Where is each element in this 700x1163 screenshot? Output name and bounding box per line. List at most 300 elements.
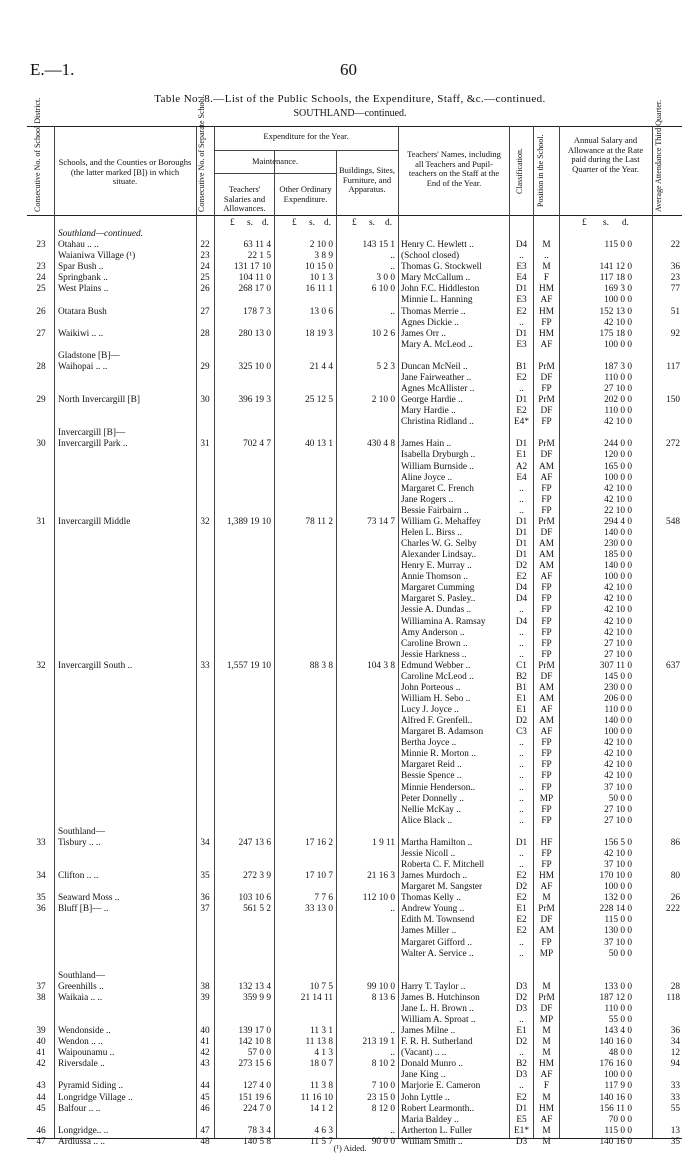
buildings-expenditure: 10 2 6 [371, 328, 395, 339]
other-expenditure: 40 13 1 [305, 439, 333, 450]
average-attendance: 13 [670, 1125, 680, 1136]
average-attendance: 12 [670, 1048, 680, 1059]
other-expenditure: 88 3 8 [309, 660, 333, 671]
annual-salary: 152 13 0 [599, 306, 632, 317]
teacher-name: Duncan McNeil .. [401, 361, 468, 372]
position: FP [541, 317, 552, 328]
position: HM [539, 871, 554, 882]
classification: D3 [515, 1136, 528, 1147]
teacher-name: William Burnside .. [401, 461, 474, 472]
buildings-expenditure: 143 15 1 [362, 240, 395, 251]
classification: E4 [516, 472, 527, 483]
position: DF [540, 450, 553, 461]
position: M [542, 1125, 551, 1136]
position: AF [540, 1114, 553, 1125]
classification: E1 [516, 904, 527, 915]
annual-salary: 42 10 0 [604, 749, 632, 760]
top-rule [27, 126, 682, 127]
position: AM [539, 926, 554, 937]
footnote: (¹) Aided. [333, 1143, 367, 1153]
annual-salary: 175 18 0 [599, 328, 632, 339]
classification: .. [519, 494, 524, 505]
unit-shillings: s. [603, 218, 609, 228]
position: F [543, 1081, 550, 1092]
position: FP [541, 782, 552, 793]
position: FP [541, 384, 552, 394]
teacher-name: Bessie Fairbairn .. [401, 505, 469, 516]
buildings-expenditure: .. [390, 251, 395, 262]
average-attendance: 92 [670, 328, 680, 339]
other-expenditure: 11 3 8 [310, 1081, 333, 1092]
annual-salary: 115 0 0 [604, 1125, 632, 1136]
annual-salary: 50 0 0 [608, 793, 632, 804]
classification: D4 [515, 616, 528, 627]
classification: D3 [515, 981, 528, 992]
teacher-name: Caroline Brown .. [401, 638, 468, 649]
teacher-name: Robert Learmonth.. [401, 1103, 475, 1114]
buildings-expenditure: 99 10 0 [367, 981, 395, 992]
other-expenditure: 10 7 5 [309, 981, 333, 992]
school-number: 25 [200, 273, 210, 284]
teacher-name: Caroline McLeod .. [401, 671, 474, 682]
other-expenditure: 13 0 6 [309, 306, 333, 317]
teacher-name: Nellie McKay .. [401, 804, 461, 815]
annual-salary: 165 0 0 [604, 461, 632, 472]
col-head-position: Position in the School. [536, 134, 545, 208]
annual-salary: 140 0 0 [604, 716, 632, 727]
district-number: 23 [36, 240, 46, 251]
average-attendance: 55 [670, 1103, 680, 1114]
teacher-name: Thomas Kelly .. [401, 893, 461, 904]
col-head-maintenance: Maintenance. [251, 156, 299, 166]
classification: A2 [515, 461, 528, 472]
annual-salary: 42 10 0 [604, 627, 632, 638]
position: AF [540, 1070, 553, 1081]
position: M [542, 1026, 551, 1036]
position: HF [540, 837, 553, 848]
teachers-salaries: 280 13 0 [238, 328, 271, 339]
school-name: Longridge Village .. [58, 1092, 133, 1103]
position: DF [540, 527, 553, 538]
annual-salary: 22 10 0 [604, 505, 632, 516]
annual-salary: 42 10 0 [604, 605, 632, 616]
teacher-name: James Orr .. [401, 328, 446, 339]
header-sub-rule [214, 173, 336, 174]
average-attendance: 22 [670, 240, 680, 251]
teachers-salaries: 178 7 3 [243, 306, 271, 317]
bottom-rule [27, 1138, 682, 1139]
average-attendance: 28 [670, 981, 680, 992]
classification: .. [519, 251, 524, 262]
teacher-name: Maria Baldey .. [401, 1114, 459, 1125]
other-expenditure: 11 3 1 [310, 1026, 333, 1036]
col-head-expenditure: Expenditure for the Year. [263, 131, 349, 141]
annual-salary: 42 10 0 [604, 848, 632, 859]
classification: D2 [515, 1037, 528, 1048]
position: FP [541, 749, 552, 760]
other-expenditure: 4 6 3 [314, 1125, 333, 1136]
position: HM [539, 284, 554, 295]
teacher-name: Henry E. Murray .. [401, 561, 472, 572]
classification: .. [519, 1015, 524, 1025]
classification: .. [519, 760, 524, 771]
school-name: Waikiwi .. .. [58, 328, 104, 339]
position: AF [540, 472, 553, 483]
teachers-salaries: 139 17 0 [238, 1026, 271, 1036]
school-number: 45 [200, 1092, 210, 1103]
district-number: 47 [36, 1136, 46, 1147]
district-number: 35 [36, 893, 46, 904]
annual-salary: 100 0 0 [604, 882, 632, 893]
teacher-name: George Hardie .. [401, 395, 463, 406]
district-number: 27 [36, 328, 46, 339]
classification: D1 [515, 284, 528, 295]
school-name: Invercargill Park .. [58, 439, 128, 450]
teacher-name: James Miller .. [401, 926, 457, 937]
buildings-expenditure: 8 13 6 [371, 992, 395, 1003]
teachers-salaries: 224 7 0 [243, 1103, 271, 1114]
teachers-salaries: 142 10 8 [238, 1037, 271, 1048]
school-number: 33 [200, 660, 210, 671]
classification: E1 [516, 705, 527, 715]
position: FP [541, 771, 552, 782]
annual-salary: 100 0 0 [604, 572, 632, 583]
teacher-name: Jane L. H. Brown .. [401, 1003, 474, 1014]
teacher-name: Annie Thomson .. [401, 572, 468, 583]
teacher-name: James Hain .. [401, 439, 452, 450]
annual-salary: 42 10 0 [604, 417, 632, 428]
teachers-salaries: 273 15 6 [238, 1059, 271, 1070]
classification: E1 [516, 693, 527, 704]
school-number: 38 [200, 981, 210, 992]
average-attendance: 94 [670, 1059, 680, 1070]
annual-salary: 27 10 0 [604, 638, 632, 649]
school-name: Waikaia .. .. [58, 992, 103, 1003]
position: FP [541, 848, 552, 859]
annual-salary: 42 10 0 [604, 594, 632, 605]
annual-salary: 110 0 0 [604, 406, 632, 417]
teacher-name: Aline Joyce .. [401, 472, 453, 483]
other-expenditure: 11 16 10 [300, 1092, 333, 1103]
annual-salary: 156 5 0 [604, 837, 632, 848]
average-attendance: 548 [666, 516, 680, 527]
school-name: Southland—continued. [58, 229, 143, 239]
school-name: Clifton .. .. [58, 871, 99, 882]
classification: E4* [514, 417, 529, 428]
position: MP [539, 793, 554, 804]
annual-salary: 42 10 0 [604, 760, 632, 771]
annual-salary: 115 0 0 [604, 240, 632, 251]
district-number: 32 [36, 660, 46, 671]
position: MP [539, 1015, 554, 1025]
teacher-name: Charles W. G. Selby [401, 539, 477, 549]
average-attendance: 80 [670, 871, 680, 882]
teacher-name: Thomas Merrie .. [401, 306, 466, 317]
other-expenditure: 33 13 0 [305, 904, 333, 915]
teacher-name: Walter A. Service .. [401, 948, 474, 959]
buildings-expenditure: 104 3 8 [367, 660, 395, 671]
other-expenditure: 17 10 7 [305, 871, 333, 882]
buildings-expenditure: 2 10 0 [371, 395, 395, 406]
teacher-name: Margaret S. Pasley.. [401, 594, 476, 605]
classification: .. [519, 1081, 524, 1092]
teacher-name: John Porteous .. [401, 682, 461, 693]
average-attendance: 86 [670, 837, 680, 848]
classification: E2 [516, 1092, 527, 1103]
annual-salary: 187 3 0 [604, 361, 632, 372]
school-name: Otatara Bush [58, 306, 107, 317]
buildings-expenditure: .. [390, 1026, 395, 1036]
position: MP [539, 948, 554, 959]
teacher-name: Harry T. Taylor .. [401, 981, 466, 992]
other-expenditure: 3 8 9 [314, 251, 333, 262]
district-number: 26 [36, 306, 46, 317]
teacher-name: William Smith .. [401, 1136, 463, 1147]
position: AF [540, 339, 553, 350]
unit-pence: d. [262, 218, 269, 228]
school-name: Balfour .. .. [58, 1103, 101, 1114]
average-attendance: 117 [666, 361, 680, 372]
school-number: 34 [200, 837, 210, 848]
classification: E1 [516, 1026, 527, 1036]
classification: .. [519, 848, 524, 859]
teacher-name: Isabella Dryburgh .. [401, 450, 476, 461]
classification: B2 [516, 671, 527, 682]
school-name: Springbank .. [58, 273, 108, 284]
position: AF [540, 705, 553, 715]
annual-salary: 42 10 0 [604, 494, 632, 505]
teachers-salaries: 131 17 10 [233, 262, 271, 273]
classification: B1 [516, 361, 527, 372]
classification: D1 [515, 395, 528, 406]
buildings-expenditure: 5 2 3 [376, 361, 395, 372]
annual-salary: 37 10 0 [604, 782, 632, 793]
teacher-name: Margaret C. French [401, 483, 474, 494]
teacher-name: Lucy J. Joyce .. [401, 705, 459, 715]
position: FP [541, 649, 552, 660]
position: PrM [538, 361, 555, 372]
other-expenditure: 21 14 11 [300, 992, 333, 1003]
teacher-name: Artherton L. Fuller [401, 1125, 473, 1136]
classification: E3 [516, 339, 527, 350]
classification: .. [519, 937, 524, 948]
teachers-salaries: 151 19 6 [238, 1092, 271, 1103]
other-expenditure: 78 11 2 [305, 516, 333, 527]
teacher-name: Margaret Gifford .. [401, 937, 472, 948]
teacher-name: Jessie Harkness .. [401, 649, 467, 660]
teacher-name: John Lyttle .. [401, 1092, 450, 1103]
position: FP [541, 594, 552, 605]
district-number: 25 [36, 284, 46, 295]
position: AF [540, 295, 553, 306]
school-name: Waianiwa Village (¹) [58, 251, 136, 262]
annual-salary: 294 4 0 [604, 516, 632, 527]
school-name: Spar Bush .. [58, 262, 104, 273]
classification: .. [519, 605, 524, 616]
annual-salary: 42 10 0 [604, 483, 632, 494]
average-attendance: 51 [670, 306, 680, 317]
unit-pence: d. [324, 218, 331, 228]
position: AF [540, 572, 553, 583]
school-name: Ardlussa .. .. [58, 1136, 105, 1147]
district-number: 28 [36, 361, 46, 372]
annual-salary: 140 16 0 [599, 1037, 632, 1048]
school-number: 37 [200, 904, 210, 915]
annual-salary: 206 0 0 [604, 693, 632, 704]
page-ref: E.—1. [30, 60, 75, 79]
position: HM [539, 1103, 554, 1114]
teacher-name: Margaret Reid .. [401, 760, 462, 771]
position: AM [539, 682, 554, 693]
annual-salary: 140 16 0 [599, 1136, 632, 1147]
position: FP [541, 804, 552, 815]
district-number: 23 [36, 262, 46, 273]
classification: E2 [516, 871, 527, 882]
position: FP [541, 417, 552, 428]
teacher-name: Alfred F. Grenfell.. [401, 716, 473, 727]
col-divider [54, 126, 55, 1138]
teacher-name: Margaret M. Sangster [401, 882, 483, 893]
average-attendance: 35 [670, 1136, 680, 1147]
position: FP [541, 483, 552, 494]
school-number: 36 [200, 893, 210, 904]
annual-salary: 143 4 0 [604, 1026, 632, 1036]
classification: E1* [514, 1125, 529, 1136]
position: AF [540, 882, 553, 893]
position: M [542, 240, 551, 251]
classification: .. [519, 738, 524, 749]
school-number: 44 [200, 1081, 210, 1092]
annual-salary: 141 12 0 [599, 262, 632, 273]
school-name: Wendon .. .. [58, 1037, 103, 1048]
classification: E2 [516, 915, 527, 926]
col-head-teachers-names: Teachers' Names, including all Teachers and Pupil-teachers on the Staff at the End of the Year. [407, 149, 501, 188]
teachers-salaries: 359 9 9 [243, 992, 271, 1003]
classification: E4 [516, 273, 527, 284]
classification: E2 [516, 306, 527, 317]
other-expenditure: 17 16 2 [305, 837, 333, 848]
annual-salary: 110 0 0 [604, 1003, 632, 1014]
other-expenditure: 4 1 3 [314, 1048, 333, 1059]
classification: D1 [515, 527, 528, 538]
annual-salary: 140 16 0 [599, 1092, 632, 1103]
col-head-attendance: Average Attendance Third Quarter. [654, 99, 663, 212]
district-number: 30 [36, 439, 46, 450]
unit-pence: d. [385, 218, 392, 228]
buildings-expenditure: .. [390, 1048, 395, 1059]
other-expenditure: 16 11 1 [305, 284, 333, 295]
other-expenditure: 10 15 0 [305, 262, 333, 273]
position: AM [539, 693, 554, 704]
classification: C3 [516, 727, 527, 738]
classification: .. [519, 815, 524, 826]
district-number: 39 [36, 1026, 46, 1036]
average-attendance: 36 [670, 1026, 680, 1036]
school-name: Wendonside .. [58, 1026, 111, 1036]
position: DF [540, 372, 553, 383]
classification: .. [519, 649, 524, 660]
annual-salary: 140 0 0 [604, 561, 632, 572]
teacher-name: Williamina A. Ramsay [401, 616, 486, 627]
school-number: 35 [200, 871, 210, 882]
classification: D1 [515, 328, 528, 339]
teacher-name: Marjorie E. Cameron [401, 1081, 481, 1092]
unit-pounds: £ [230, 218, 235, 228]
annual-salary: 170 10 0 [599, 871, 632, 882]
school-name: Invercargill [B]— [58, 428, 126, 439]
classification: .. [519, 860, 524, 870]
position: FP [541, 494, 552, 505]
school-name: Invercargill Middle [58, 516, 131, 527]
col-head-district-no: Consecutive No. of School District. [33, 97, 42, 212]
buildings-expenditure: 6 10 0 [371, 284, 395, 295]
classification: D1 [515, 539, 528, 549]
unit-pounds: £ [292, 218, 297, 228]
district-number: 44 [36, 1092, 46, 1103]
table-subtitle: SOUTHLAND—continued. [293, 108, 407, 119]
classification: .. [519, 804, 524, 815]
annual-salary: 42 10 0 [604, 771, 632, 782]
district-number: 46 [36, 1125, 46, 1136]
annual-salary: 187 12 0 [599, 992, 632, 1003]
header-sub-rule [214, 150, 398, 151]
teachers-salaries: 127 4 0 [243, 1081, 271, 1092]
position: FP [541, 505, 552, 516]
annual-salary: 132 0 0 [604, 893, 632, 904]
position: FP [541, 638, 552, 649]
buildings-expenditure: .. [390, 904, 395, 915]
annual-salary: 37 10 0 [604, 860, 632, 870]
teacher-name: Jane Fairweather .. [401, 372, 472, 383]
school-number: 27 [200, 306, 210, 317]
annual-salary: 230 0 0 [604, 539, 632, 549]
classification: B1 [516, 682, 527, 693]
classification: .. [519, 771, 524, 782]
school-name: Southland— [58, 970, 106, 981]
teachers-salaries: 132 13 4 [238, 981, 271, 992]
position: DF [540, 915, 553, 926]
school-number: 24 [200, 262, 210, 273]
school-name: Otahau .. .. [58, 240, 99, 251]
annual-salary: 133 0 0 [604, 981, 632, 992]
school-number: 29 [200, 361, 210, 372]
buildings-expenditure: 3 0 0 [376, 273, 395, 284]
district-number: 31 [36, 516, 46, 527]
teacher-name: Edmund Webber .. [401, 660, 471, 671]
teacher-name: Thomas G. Stockwell [401, 262, 482, 273]
position: M [542, 262, 551, 273]
teachers-salaries: 1,389 19 10 [226, 516, 271, 527]
average-attendance: 222 [666, 904, 680, 915]
annual-salary: 100 0 0 [604, 1070, 632, 1081]
school-number: 42 [200, 1048, 210, 1059]
school-name: North Invercargill [B] [58, 395, 140, 406]
annual-salary: 42 10 0 [604, 317, 632, 328]
other-expenditure: 10 1 3 [309, 273, 333, 284]
school-number: 23 [200, 251, 210, 262]
classification: E2 [516, 893, 527, 904]
annual-salary: 244 0 0 [604, 439, 632, 450]
classification: D2 [515, 716, 528, 727]
teacher-name: (School closed) [401, 251, 460, 262]
buildings-expenditure: 7 10 0 [371, 1081, 395, 1092]
position: AM [539, 539, 554, 549]
school-number: 43 [200, 1059, 210, 1070]
teacher-name: Donald Munro .. [401, 1059, 463, 1070]
teacher-name: Agnes McAllister .. [401, 384, 475, 394]
teacher-name: Jane Rogers .. [401, 494, 454, 505]
teacher-name: (Vacant) .. .. [401, 1048, 447, 1059]
